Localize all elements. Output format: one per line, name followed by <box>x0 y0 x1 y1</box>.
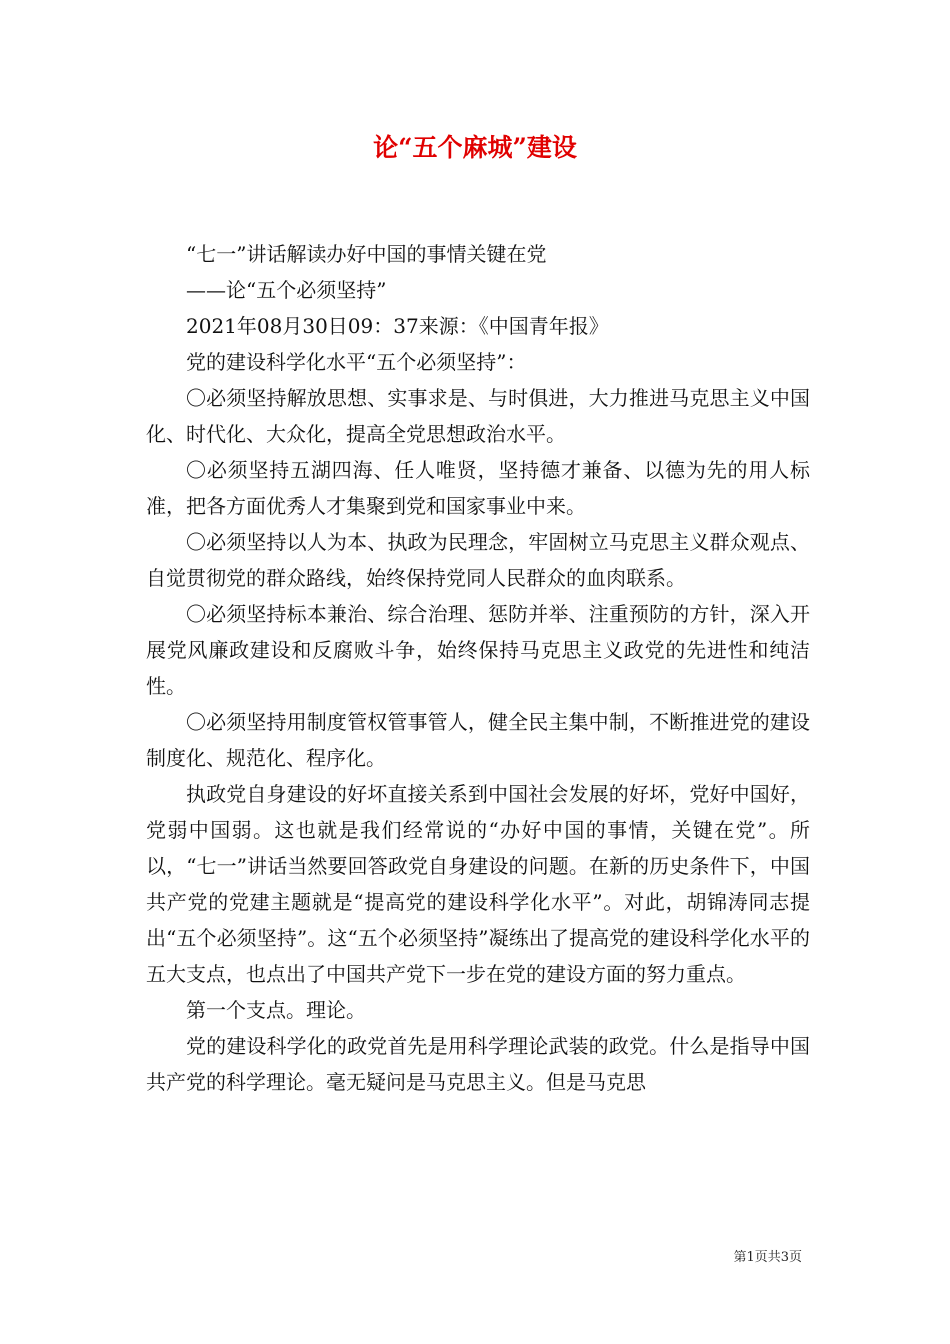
paragraph-body-1: 执政党自身建设的好坏直接关系到中国社会发展的好坏，党好中国好，党弱中国弱。这也就是我们经常说的“办好中国的事情，关键在党”。所以，“七一”讲话当然要回答政党自身建设的问题。在新的历史条件下，中国共产党的党建主题就是“提高党的建设科学化水平”。对此，胡锦涛同志提出“五个必须坚持”。这“五个必须坚持”凝练出了提高党的建设科学化水平的五大支点，也点出了中国共产党下一步在党的建设方面的努力重点。 <box>146 782 810 986</box>
paragraph-subtitle: “七一”讲话解读办好中国的事情关键在党 <box>186 242 547 266</box>
paragraph-body-2: 党的建设科学化的政党首先是用科学理论武装的政党。什么是指导中国共产党的科学理论。毫无疑问是马克思主义。但是马克思 <box>146 1034 810 1094</box>
paragraph-point-1: 〇必须坚持解放思想、实事求是、与时俱进，大力推进马克思主义中国化、时代化、大众化，提高全党思想政治水平。 <box>146 386 810 446</box>
paragraph-subtitle-2: ——论“五个必须坚持” <box>186 278 387 302</box>
paragraph-point-4: 〇必须坚持标本兼治、综合治理、惩防并举、注重预防的方针，深入开展党风廉政建设和反腐败斗争，始终保持马克思主义政党的先进性和纯洁性。 <box>146 602 810 698</box>
document-body <box>146 236 810 1100</box>
page-number: 第1页共3页 <box>733 1250 802 1265</box>
paragraph-point-3: 〇必须坚持以人为本、执政为民理念，牢固树立马克思主义群众观点、自觉贯彻党的群众路线，始终保持党同人民群众的血肉联系。 <box>146 530 810 590</box>
paragraph-dateline: 2021年08月30日09：37来源：《中国青年报》 <box>186 314 609 338</box>
paragraph-point-5: 〇必须坚持用制度管权管事管人，健全民主集中制，不断推进党的建设制度化、规范化、程序化。 <box>146 710 810 770</box>
paragraph-intro: 党的建设科学化水平“五个必须坚持”： <box>186 350 527 374</box>
paragraph-section-heading: 第一个支点。理论。 <box>186 998 366 1022</box>
document-title: 论“五个麻城”建设 <box>373 133 577 162</box>
paragraph-point-2: 〇必须坚持五湖四海、任人唯贤，坚持德才兼备、以德为先的用人标准，把各方面优秀人才集聚到党和国家事业中来。 <box>146 458 810 518</box>
